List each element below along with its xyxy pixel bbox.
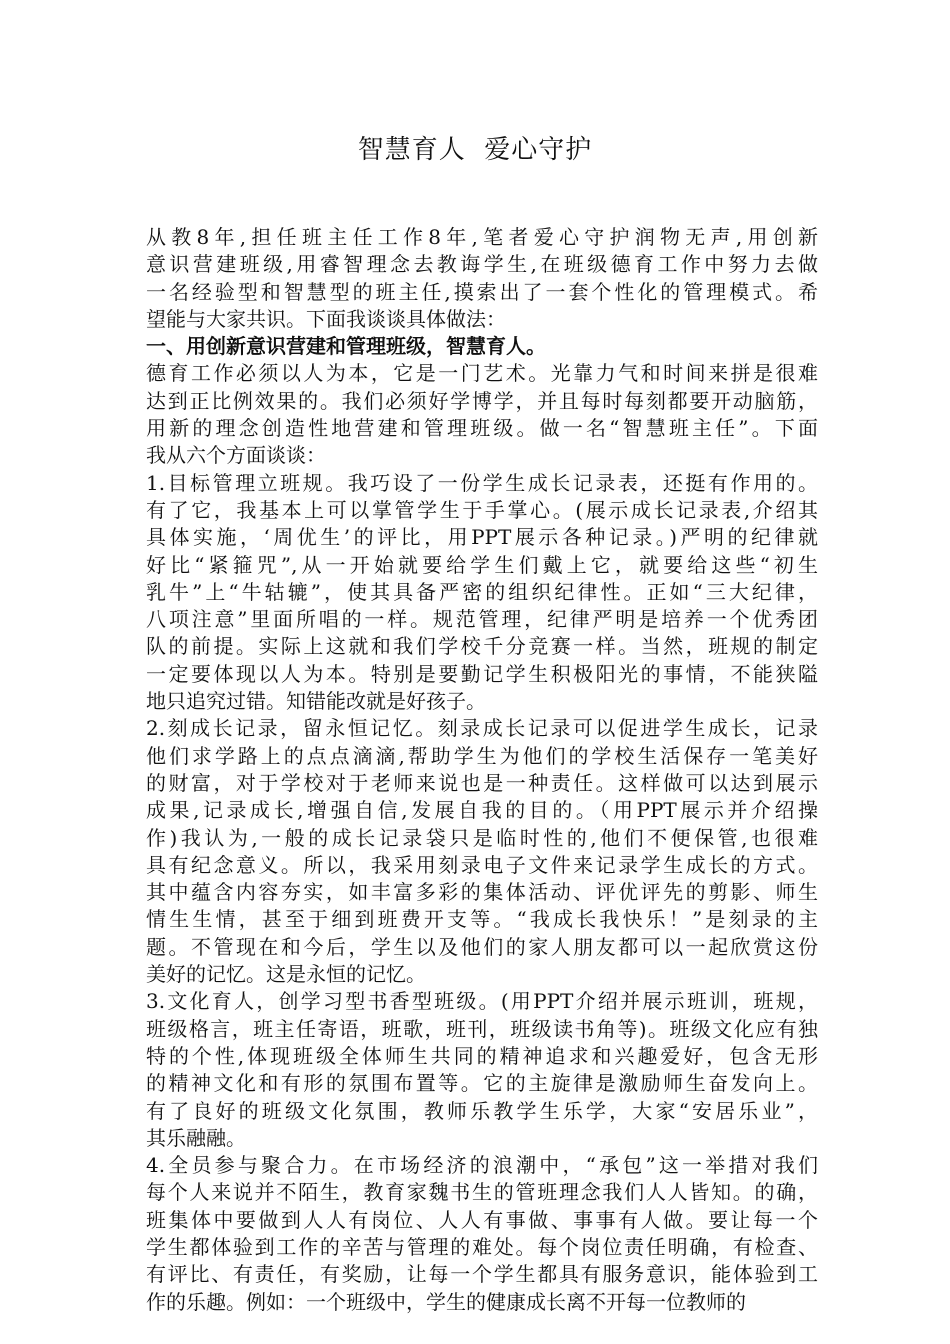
body-line: 情生生情，甚至于细到班费开支等。“我成长我快乐！”是刻录的主 (146, 907, 818, 932)
body-line: 意识营建班级,用睿智理念去教诲学生,在班级德育工作中努力去做 (146, 252, 818, 277)
body-line: 学生都体验到工作的辛苦与管理的难处。每个岗位责任明确，有检查、 (146, 1234, 818, 1259)
body-line: 其中蕴含内容夯实，如丰富多彩的集体活动、评优评先的剪影、师生 (146, 880, 818, 905)
body-line: 我从六个方面谈谈： (146, 443, 326, 468)
body-line: 望能与大家共识。下面我谈谈具体做法： (146, 306, 506, 331)
body-line: 一定要体现以人为本。特别是要勤记学生积极阳光的事情，不能狭隘 (146, 661, 818, 686)
body-line: 用新的理念创造性地营建和管理班级。做一名“智慧班主任”。下面 (146, 416, 818, 441)
body-line: 他们求学路上的点点滴滴,帮助学生为他们的学校生活保存一笔美好 (146, 743, 818, 768)
body-line: 美好的记忆。这是永恒的记忆。 (146, 962, 426, 987)
document-title: 智慧育人 爱心守护 (357, 135, 593, 165)
body-line: 的财富，对于学校对于老师来说也是一种责任。这样做可以达到展示 (146, 770, 818, 795)
body-line: 乳牛”上“牛轱辘”，使其具备严密的组织纪律性。正如“三大纪律， (146, 579, 818, 604)
body-line: 题。不管现在和今后，学生以及他们的家人朋友都可以一起欣赏这份 (146, 934, 818, 959)
section-heading: 一、用创新意识营建和管理班级，智慧育人。 (146, 334, 546, 359)
body-line: 具体实施，‘周优生’的评比，用PPT展示各种记录。)严明的纪律就 (146, 525, 818, 550)
body-line: 地只追究过错。知错能改就是好孩子。 (146, 689, 486, 714)
body-line: 好比“紧箍咒”,从一开始就要给学生们戴上它，就要给这些“初生 (146, 552, 818, 577)
body-line: 具有纪念意义。所以，我采用刻录电子文件来记录学生成长的方式。 (146, 852, 818, 877)
document-body (146, 224, 818, 1316)
body-line: 作)我认为,一般的成长记录袋只是临时性的,他们不便保管,也很难 (146, 825, 818, 850)
body-line: 八项注意”里面所唱的一样。规范管理，纪律严明是培养一个优秀团 (146, 607, 818, 632)
body-line: 有了良好的班级文化氛围，教师乐教学生乐学，大家“安居乐业”， (146, 1098, 818, 1123)
body-line: 作的乐趣。例如：一个班级中，学生的健康成长离不开每一位教师的 (146, 1289, 746, 1314)
body-line: 3.文化育人，创学习型书香型班级。(用PPT介绍并展示班训，班规， (146, 989, 818, 1014)
body-line: 队的前提。实际上这就和我们学校千分竞赛一样。当然，班规的制定 (146, 634, 818, 659)
body-line: 班级格言，班主任寄语，班歌，班刊，班级读书角等)。班级文化应有独 (146, 1016, 818, 1041)
body-line: 有评比、有责任，有奖励，让每一个学生都具有服务意识，能体验到工 (146, 1262, 818, 1287)
body-line: 德育工作必须以人为本，它是一门艺术。光靠力气和时间来拼是很难 (146, 361, 818, 386)
body-line: 班集体中要做到人人有岗位、人人有事做、事事有人做。要让每一个 (146, 1207, 818, 1232)
body-line: 特的个性,体现班级全体师生共同的精神追求和兴趣爱好，包含无形 (146, 1043, 818, 1068)
body-line: 1.目标管理立班规。我巧设了一份学生成长记录表，还挺有作用的。 (146, 470, 818, 495)
body-line: 其乐融融。 (146, 1125, 246, 1150)
body-line: 4.全员参与聚合力。在市场经济的浪潮中，“承包”这一举措对我们 (146, 1153, 818, 1178)
body-line: 一名经验型和智慧型的班主任,摸索出了一套个性化的管理模式。希 (146, 279, 818, 304)
body-line: 有了它，我基本上可以掌管学生于手掌心。(展示成长记录表,介绍其 (146, 497, 818, 522)
body-line: 2.刻成长记录，留永恒记忆。刻录成长记录可以促进学生成长，记录 (146, 716, 818, 741)
body-line: 的精神文化和有形的氛围布置等。它的主旋律是激励师生奋发向上。 (146, 1071, 818, 1096)
body-line: 成果,记录成长,增强自信,发展自我的目的。（用PPT展示并介绍操 (146, 798, 818, 823)
body-line: 每个人来说并不陌生，教育家魏书生的管班理念我们人人皆知。的确， (146, 1180, 818, 1205)
body-line: 达到正比例效果的。我们必须好学博学，并且每时每刻都要开动脑筋， (146, 388, 818, 413)
body-line: 从教8年,担任班主任工作8年,笔者爱心守护润物无声,用创新 (146, 225, 818, 249)
